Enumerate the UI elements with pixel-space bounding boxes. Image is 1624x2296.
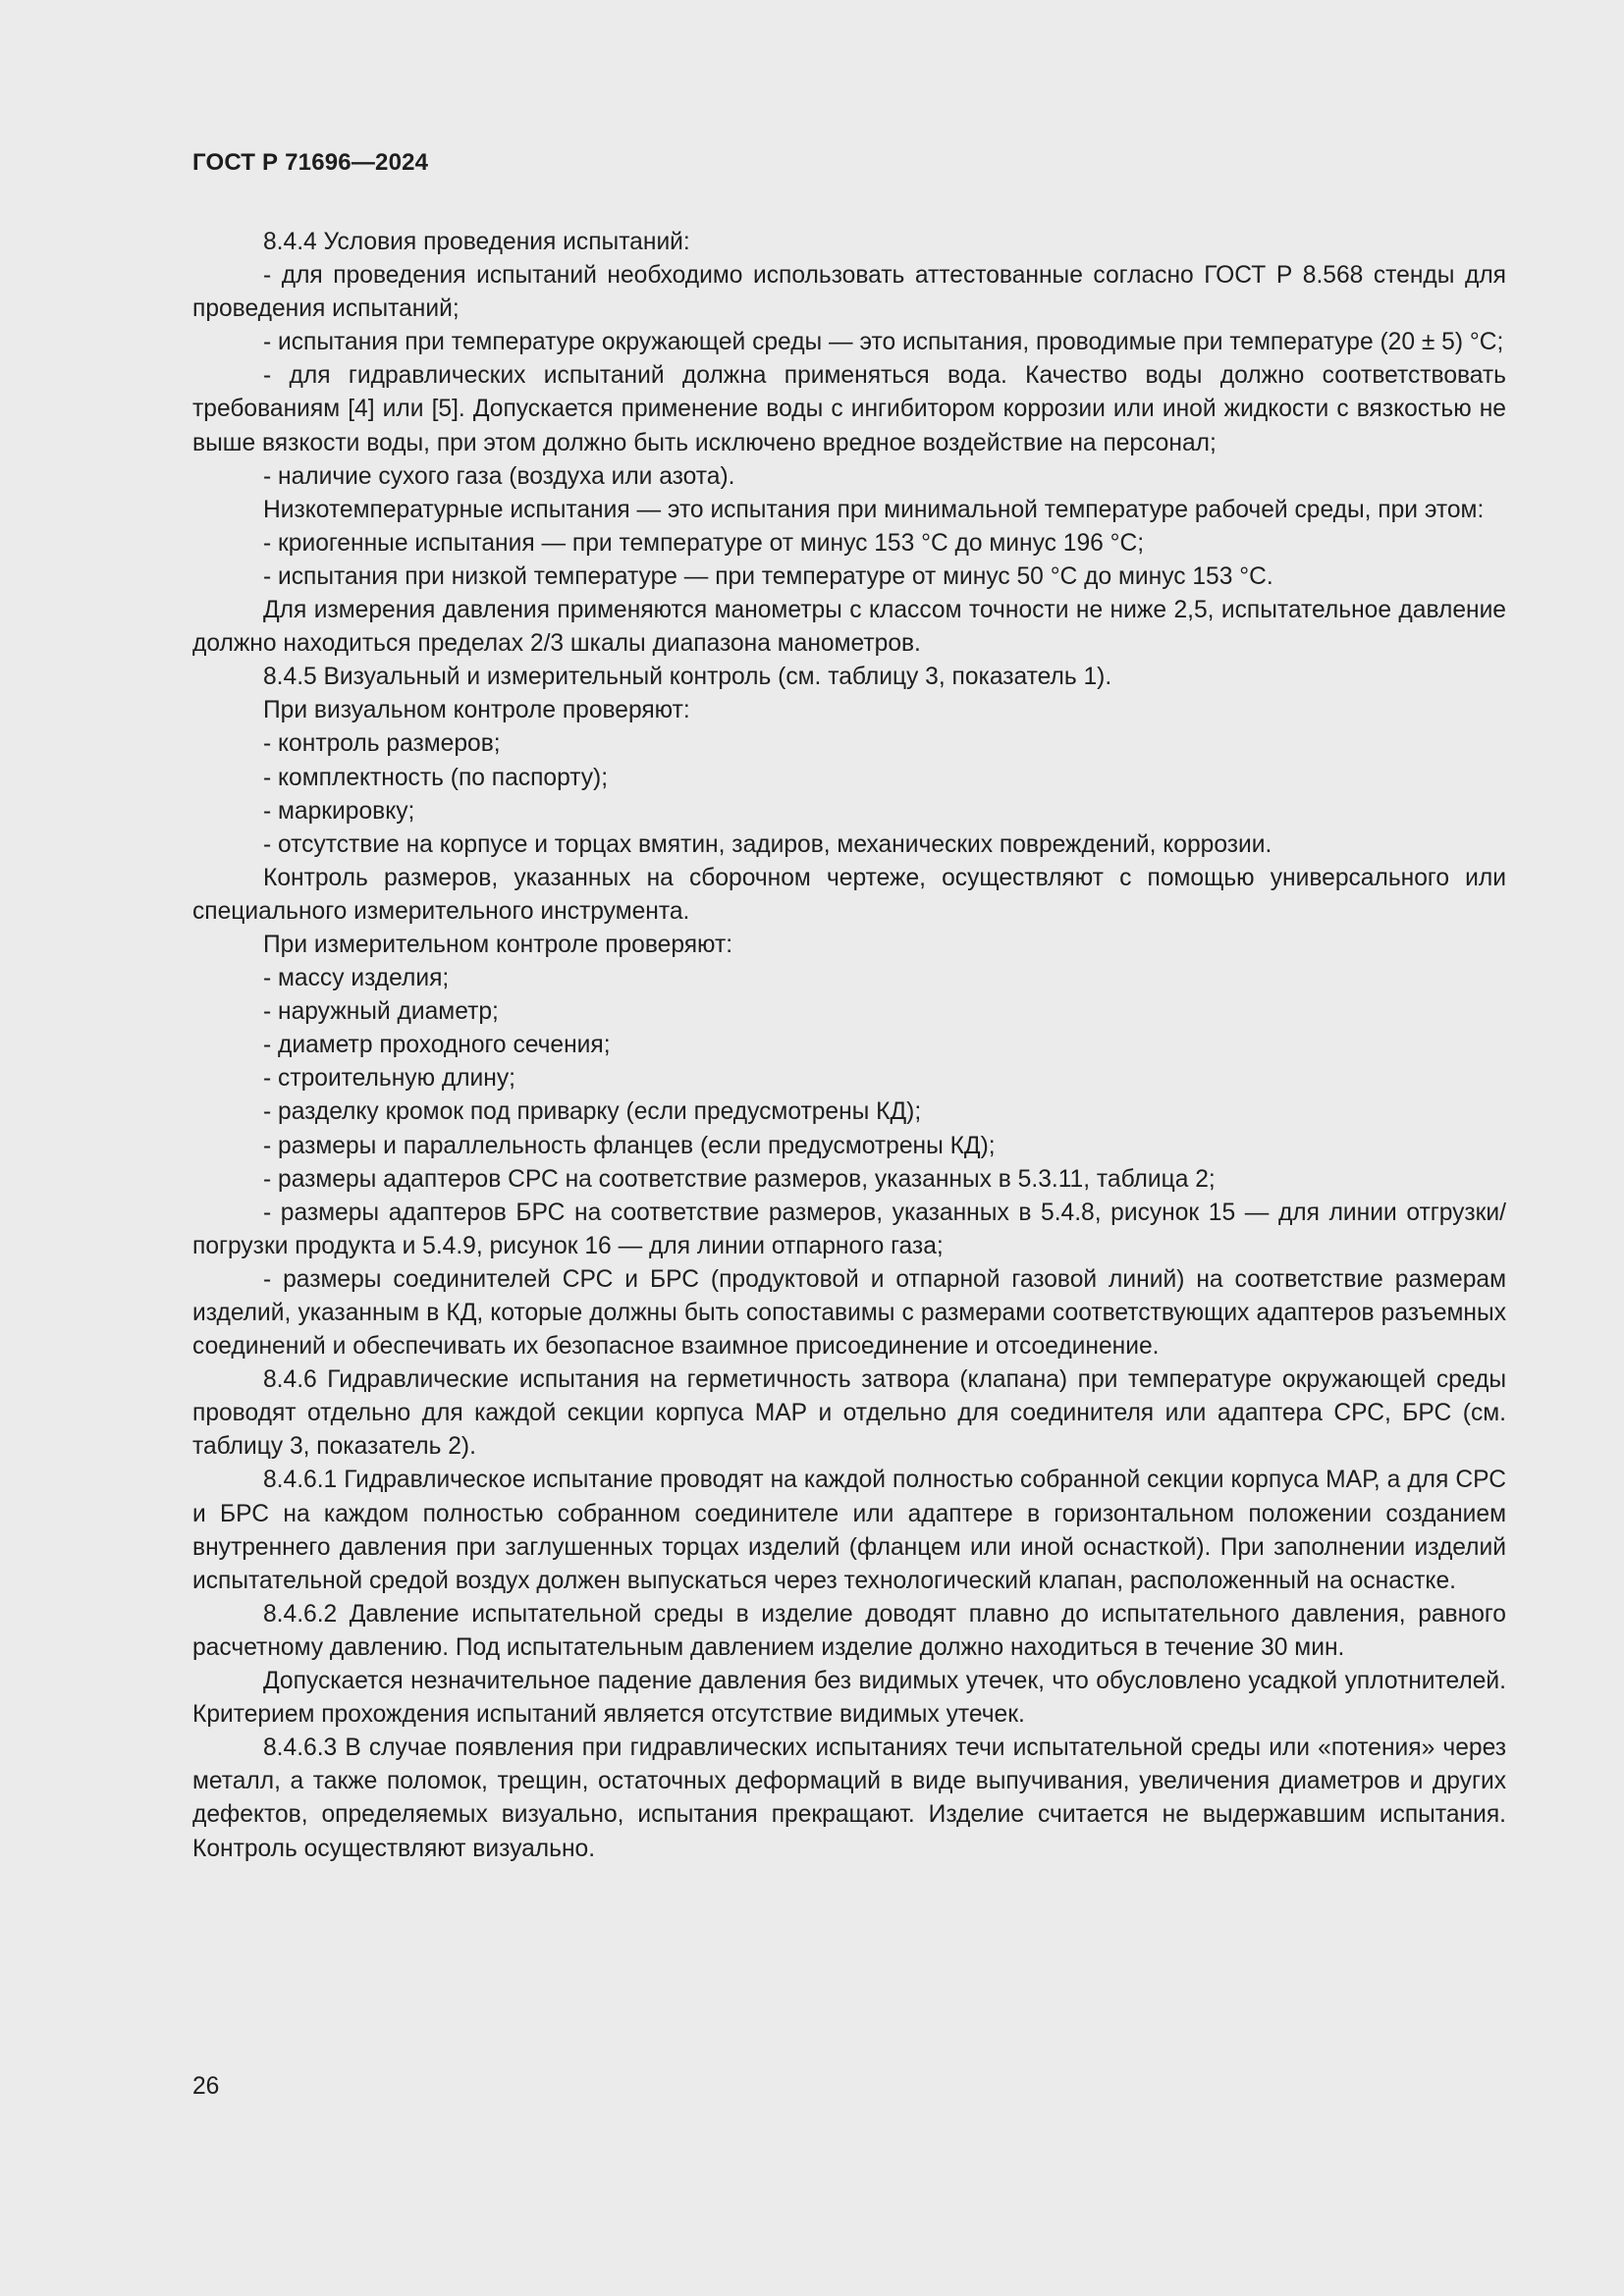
paragraph: Для измерения давления применяются манометры с классом точности не ниже 2,5, испытательное давление должно находиться пределах 2/3 шкалы диапазона манометров. — [192, 597, 1506, 658]
list-item: - размеры соединителей СРС и БРС (продуктовой и отпарной газовой линий) на соответствие размерам изделий, указанным в КД, которые должны быть сопоставимы с размерами соответствующих адаптеров разъемных соединений и обеспечивать их безопасное взаимное присоединение и отсоединение. — [192, 1265, 1506, 1361]
paragraph: 8.4.5 Визуальный и измерительный контроль (см. таблицу 3, показатель 1). — [263, 664, 1112, 691]
paragraph: 8.4.6.3 В случае появления при гидравлических испытаниях течи испытательной среды или «потения» через металл, а также поломок, трещин, остаточных деформаций в виде выпучивания, увеличения диаметров и других дефектов, определяемых визуально, испытания прекращают. Изделие считается не выдержавшим испытания. Контроль осуществляют визуально. — [192, 1735, 1506, 1862]
paragraph: 8.4.4 Условия проведения испытаний: — [263, 229, 690, 255]
list-item: - для гидравлических испытаний должна применяться вода. Качество воды должно соответствовать требованиям [4] или [5]. Допускается применение воды с ингибитором коррозии или иной жидкости с вязкостью не выше вязкости воды, при этом должно быть исключено вредное воздействие на персонал; — [192, 362, 1506, 456]
list-item: - размеры адаптеров БРС на соответствие размеров, указанных в 5.4.8, рисунок 15 — для линии отгрузки/погрузки продукта и 5.4.9, рисунок 16 — для линии отпарного газа; — [192, 1199, 1506, 1259]
list-item: - наличие сухого газа (воздуха или азота). — [263, 462, 735, 490]
paragraph: Допускается незначительное падение давления без видимых утечек, что обусловлено усадкой уплотнителей. Критерием прохождения испытаний является отсутствие видимых утечек. — [192, 1668, 1506, 1729]
list-item: - контроль размеров; — [263, 730, 501, 758]
list-item: - отсутствие на корпусе и торцах вмятин, задиров, механических повреждений, коррозии. — [263, 830, 1272, 858]
document-body — [192, 226, 1506, 1866]
paragraph: Низкотемпературные испытания — это испытания при минимальной температуре рабочей среды, при этом: — [263, 496, 1485, 523]
list-item: - испытания при низкой температуре — при температуре от минус 50 °С до минус 153 °С. — [263, 562, 1273, 590]
list-item: - для проведения испытаний необходимо использовать аттестованные согласно ГОСТ Р 8.568 стенды для проведения испытаний; — [192, 262, 1506, 323]
paragraph: При визуальном контроле проверяют: — [263, 697, 690, 724]
page-number: 26 — [192, 2073, 220, 2100]
list-item: - маркировку; — [263, 797, 415, 825]
list-item: - испытания при температуре окружающей среды — это испытания, проводимые при температуре (20 ± 5) °С; — [263, 329, 1504, 356]
paragraph: Контроль размеров, указанных на сборочном чертеже, осуществляют с помощью универсального или специального измерительного инструмента. — [192, 864, 1506, 925]
list-item: - криогенные испытания — при температуре от минус 153 °С до минус 196 °С; — [263, 529, 1145, 557]
document-code-header: ГОСТ Р 71696—2024 — [192, 149, 429, 176]
paragraph: 8.4.6.2 Давление испытательной среды в изделие доводят плавно до испытательного давления, равного расчетному давлению. Под испытательным давлением изделие должно находиться в течение 30 мин. — [192, 1600, 1506, 1661]
paragraph: 8.4.6.1 Гидравлическое испытание проводят на каждой полностью собранной секции корпуса МАР, а для СРС и БРС на каждом полностью собранном соединителе или адаптере в горизонтальном положении созданием внутреннего давления при заглушенных торцах изделий (фланцем или иной оснасткой). При заполнении изделий испытательной средой воздух должен выпускаться через технологический клапан, расположенный на оснастке. — [192, 1467, 1506, 1594]
list-item: - диаметр проходного сечения; — [263, 1032, 611, 1059]
paragraph: 8.4.6 Гидравлические испытания на герметичность затвора (клапана) при температуре окружающей среды проводят отдельно для каждой секции корпуса МАР и отдельно для соединителя или адаптера СРС, БРС (см. таблицу 3, показатель 2). — [192, 1366, 1506, 1461]
list-item: - размеры и параллельность фланцев (если предусмотрены КД); — [263, 1132, 996, 1159]
paragraph: При измерительном контроле проверяют: — [263, 931, 733, 958]
list-item: - наружный диаметр; — [263, 998, 499, 1026]
list-item: - комплектность (по паспорту); — [263, 764, 609, 791]
list-item: - размеры адаптеров СРС на соответствие размеров, указанных в 5.3.11, таблица 2; — [263, 1165, 1216, 1193]
list-item: - массу изделия; — [263, 965, 450, 992]
list-item: - разделку кромок под приварку (если предусмотрены КД); — [263, 1098, 922, 1126]
list-item: - строительную длину; — [263, 1065, 515, 1093]
